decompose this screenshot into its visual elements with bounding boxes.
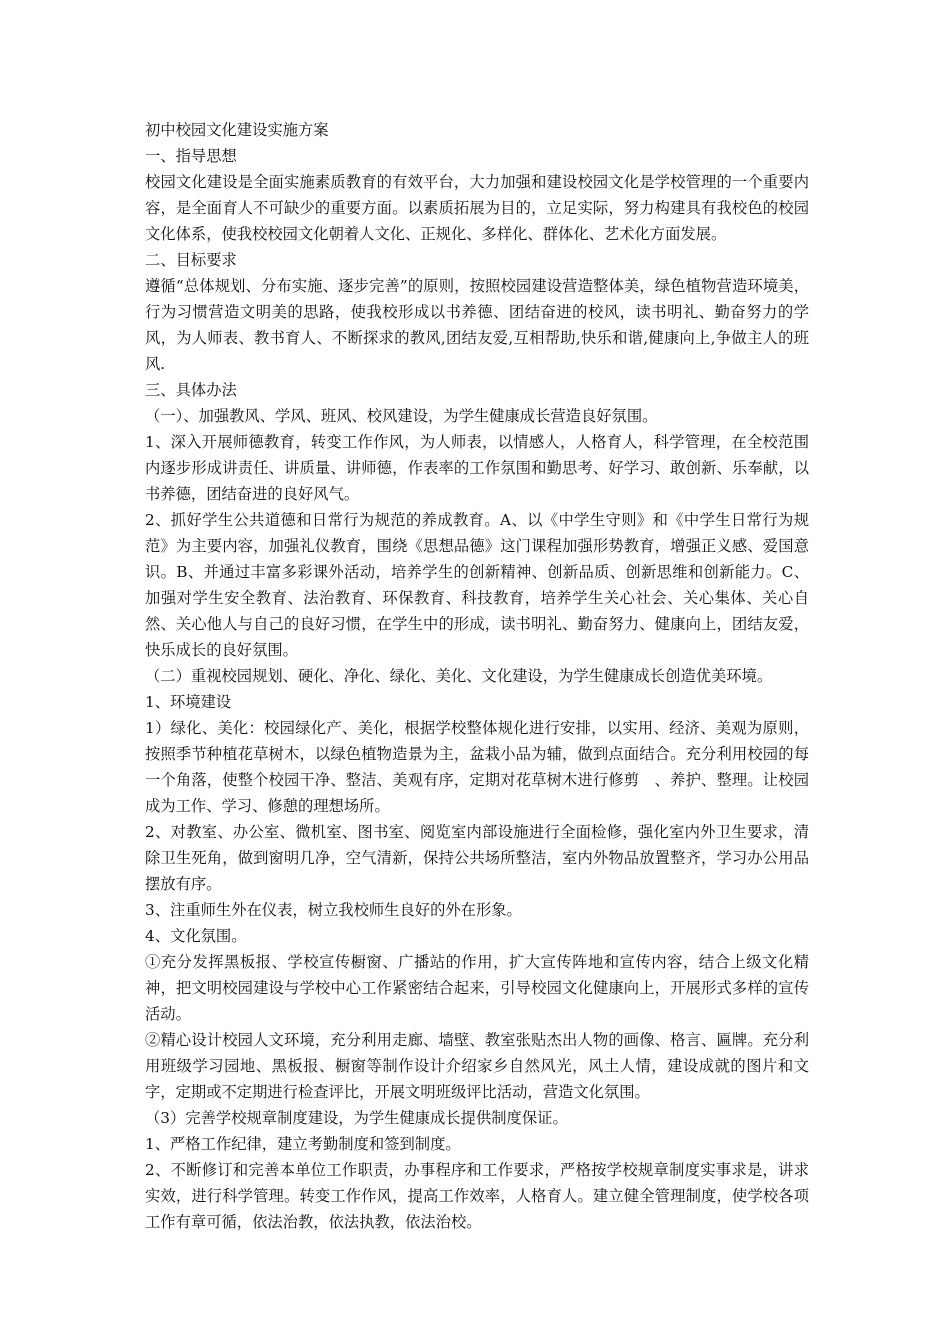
paragraph: 3、注重师生外在仪表，树立我校师生良好的外在形象。 bbox=[145, 901, 522, 919]
paragraph: 1、深入开展师德教育，转变工作作风，为人师表，以情感人，人格育人，科学管理，在全校范围内逐步形成讲责任、讲质量、讲师德，作表率的工作氛围和勤思考、好学习、敢创新、乐奉献，以书养德，团结奋进的良好风气。 bbox=[145, 433, 809, 503]
document-body bbox=[145, 117, 809, 1235]
paragraph: 2、不断修订和完善本单位工作职责，办事程序和工作要求，严格按学校规章制度实事求是，讲求实效，进行科学管理。转变工作作风，提高工作效率，人格育人。建立健全管理制度，使学校各项工作有章可循，依法治教，依法执教，依法治校。 bbox=[145, 1161, 809, 1231]
item-heading: 1、环境建设 bbox=[145, 693, 232, 711]
paragraph: 1）绿化、美化：校园绿化产、美化，根据学校整体规化进行安排，以实用、经济、美观为原则，按照季节种植花草树木，以绿色植物造景为主，盆栽小品为辅，做到点面结合。充分利用校园的每一个角落，使整个校园干净、整洁、美观有序，定期对花草树木进行修剪 、养护、整理。让校园成为工作、学习、修憩的理想场所。 bbox=[145, 719, 809, 815]
subsection-heading: （3）完善学校规章制度建设，为学生健康成长提供制度保证。 bbox=[145, 1109, 568, 1127]
section-heading: 一、指导思想 bbox=[145, 147, 237, 165]
item-heading: 4、文化氛围。 bbox=[145, 927, 247, 945]
paragraph: ①充分发挥黑板报、学校宣传橱窗、广播站的作用，扩大宣传阵地和宣传内容，结合上级文化精神，把文明校园建设与学校中心工作紧密结合起来，引导校园文化健康向上，开展形式多样的宣传活动。 bbox=[145, 953, 809, 1023]
paragraph: 遵循“总体规划、分布实施、逐步完善”的原则，按照校园建设营造整体美，绿色植物营造环境美，行为习惯营造文明美的思路，使我校形成以书养德、团结奋进的校风，读书明礼、勤奋努力的学风，为人师表、教书育人、不断探求的教风,团结友爱,互相帮助,快乐和谐,健康向上,争做主人的班风. bbox=[145, 277, 809, 373]
paragraph: 1、严格工作纪律，建立考勤制度和签到制度。 bbox=[145, 1135, 461, 1153]
paragraph: 校园文化建设是全面实施素质教育的有效平台，大力加强和建设校园文化是学校管理的一个重要内容，是全面育人不可缺少的重要方面。以素质拓展为目的，立足实际，努力构建具有我校色的校园文化体系，使我校校园文化朝着人文化、正规化、多样化、群体化、艺术化方面发展。 bbox=[145, 173, 809, 243]
section-heading: 二、目标要求 bbox=[145, 251, 237, 269]
paragraph: 2、对教室、办公室、微机室、图书室、阅览室内部设施进行全面检修，强化室内外卫生要求，清除卫生死角，做到窗明几净，空气清新，保持公共场所整洁，室内外物品放置整齐，学习办公用品摆放有序。 bbox=[145, 823, 809, 893]
section-heading: 三、具体办法 bbox=[145, 381, 237, 399]
subsection-heading: （一）、加强教风、学风、班风、校风建设，为学生健康成长营造良好氛围。 bbox=[145, 407, 658, 425]
subsection-heading: （二）重视校园规划、硬化、净化、绿化、美化、文化建设，为学生健康成长创造优美环境。 bbox=[145, 667, 773, 685]
paragraph: ②精心设计校园人文环境，充分利用走廊、墙壁、教室张贴杰出人物的画像、格言、匾牌。充分利用班级学习园地、黑板报、橱窗等制作设计介绍家乡自然风光，风土人情，建设成就的图片和文字，定期或不定期进行检查评比，开展文明班级评比活动，营造文化氛围。 bbox=[145, 1031, 809, 1101]
document-title: 初中校园文化建设实施方案 bbox=[145, 121, 329, 139]
paragraph: 2、抓好学生公共道德和日常行为规范的养成教育。A、以《中学生守则》和《中学生日常行为规范》为主要内容，加强礼仪教育，围绕《思想品德》这门课程加强形势教育，增强正义感、爱国意识。B、并通过丰富多彩课外活动，培养学生的创新精神、创新品质、创新思维和创新能力。C、加强对学生安全教育、法治教育、环保教育、科技教育，培养学生关心社会、关心集体、关心自然、关心他人与自己的良好习惯，在学生中的形成，读书明礼、勤奋努力、健康向上，团结友爱，快乐成长的良好氛围。 bbox=[145, 511, 809, 659]
